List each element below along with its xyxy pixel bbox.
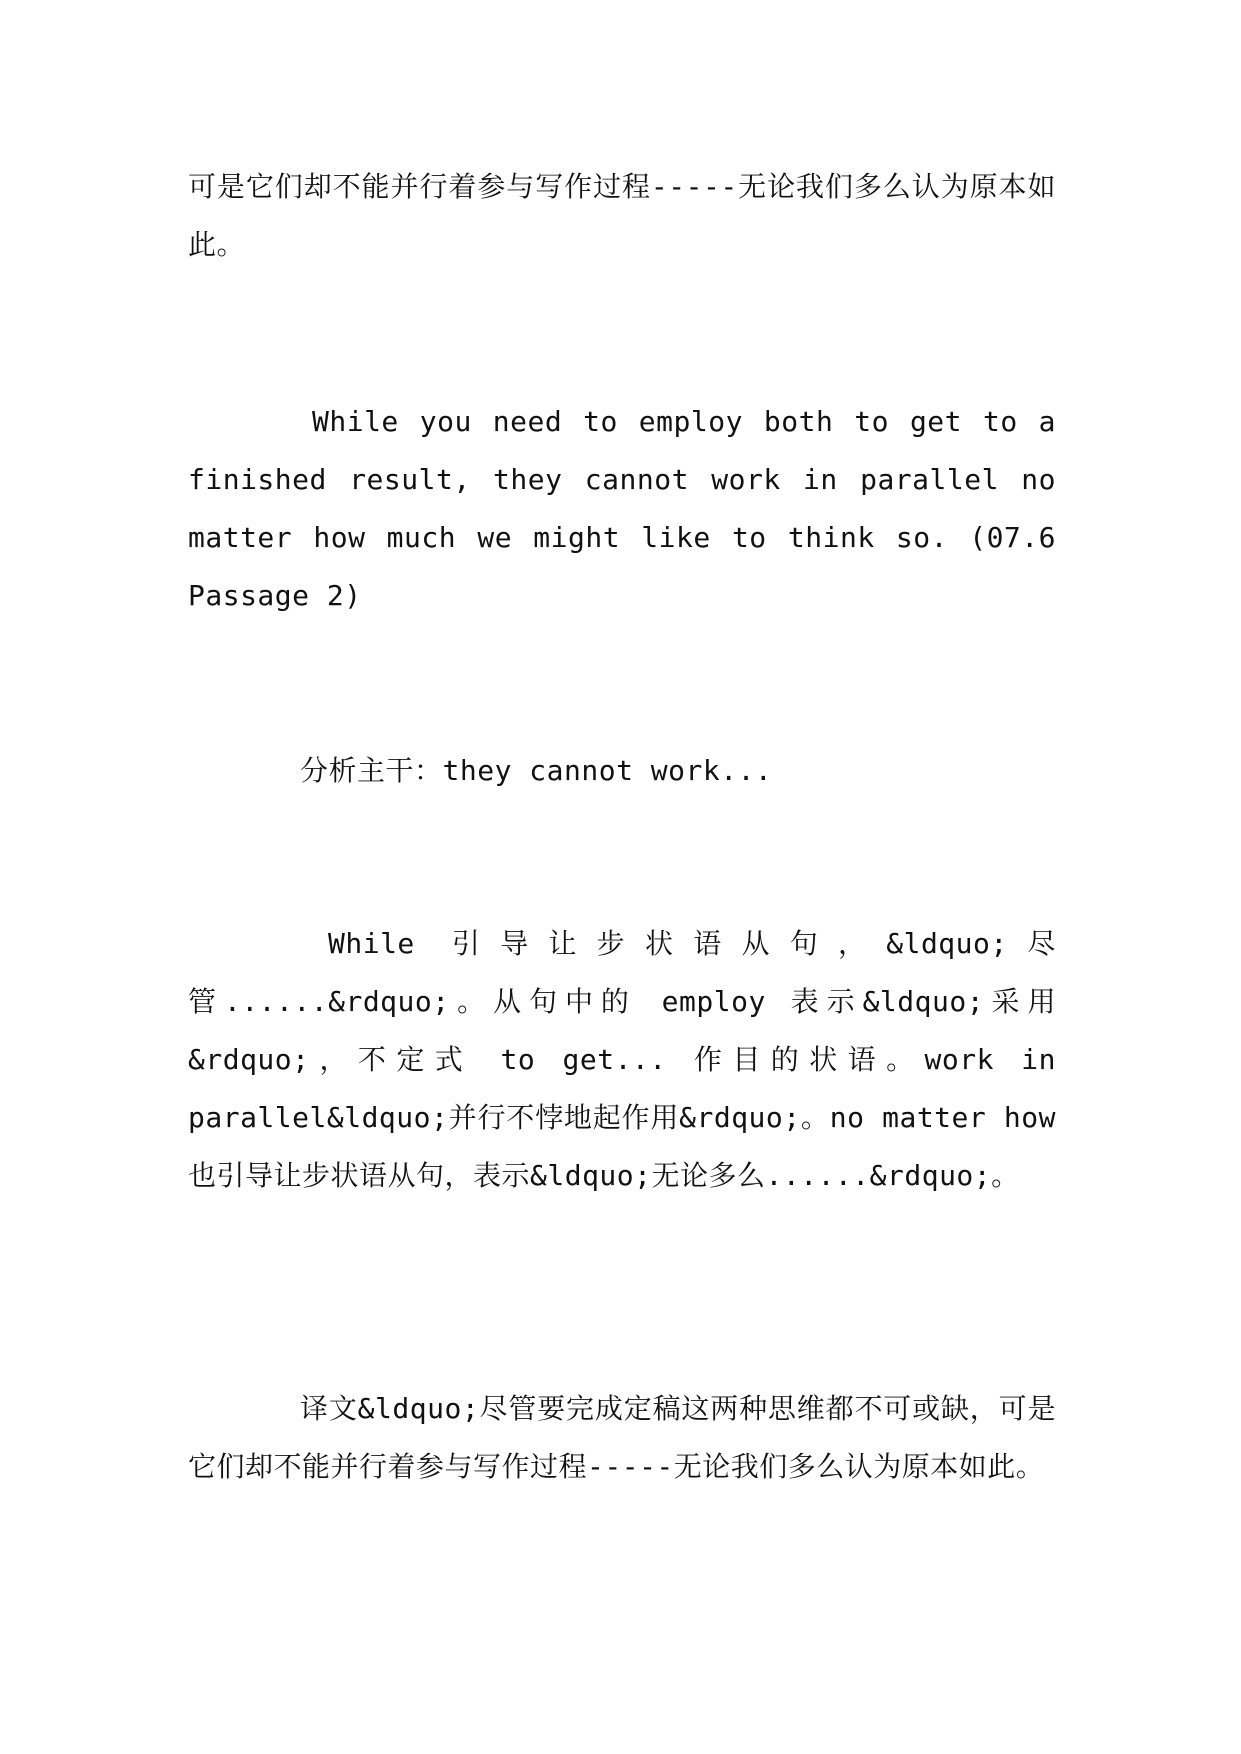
paragraph-english-sentence: While you need to employ both to get to a finished result, they cannot work in parallel no matter how much we might like to think so. (07.6 Passage 2) bbox=[188, 405, 1056, 612]
paragraph-translation-continued: 可是它们却不能并行着参与写作过程-----无论我们多么认为原本如此。 bbox=[188, 170, 1056, 261]
paragraph-main-clause-analysis: 分析主干：they cannot work... bbox=[300, 754, 773, 787]
paragraph-translation: 译文&ldquo;尽管要完成定稿这两种思维都不可或缺，可是它们却不能并行着参与写作过程-----无论我们多么认为原本如此。 bbox=[188, 1392, 1056, 1483]
paragraph-grammar-analysis: While 引导让步状语从句，&ldquo;尽管......&rdquo;。从句中的 employ 表示&ldquo;采用&rdquo;，不定式 to get... 作目的状语。work in parallel&ldquo;并行不悖地起作用&rdquo;。no matter how 也引导让步状语从句，表示&ldquo;无论多么......&rdquo;。 bbox=[188, 927, 1056, 1192]
